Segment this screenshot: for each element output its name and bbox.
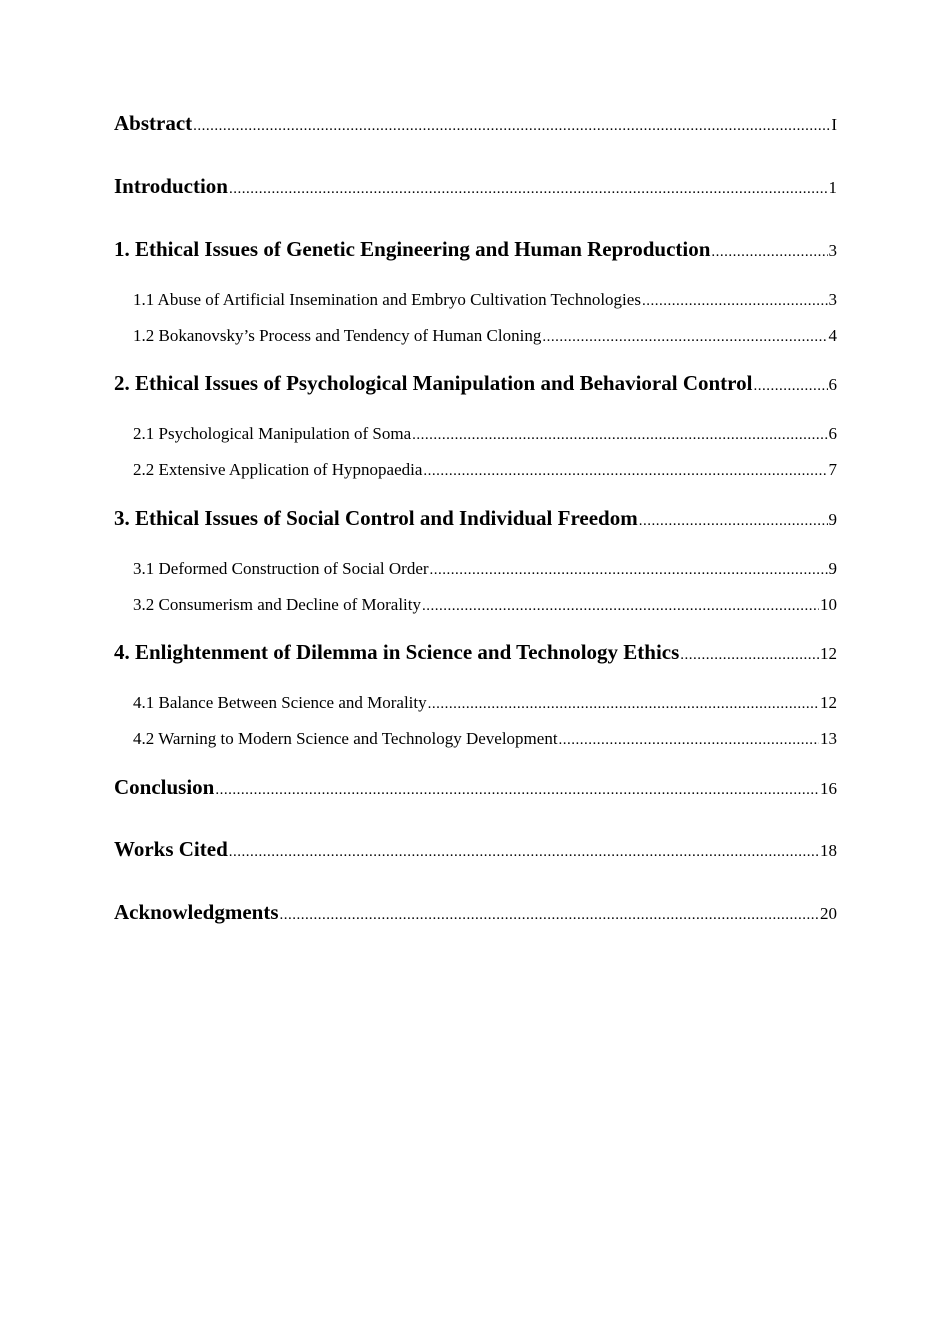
toc-entry-title: Abstract (114, 111, 193, 135)
toc-entry-section-4-2[interactable] (133, 729, 837, 749)
toc-page-number: 10 (820, 595, 837, 614)
toc-entry-title: Works Cited (114, 837, 228, 861)
toc-entry-works-cited[interactable] (114, 837, 837, 862)
toc-entry-abstract[interactable] (114, 111, 837, 136)
toc-page-number: 20 (820, 904, 837, 923)
toc-entry-section-2-2[interactable] (133, 460, 837, 480)
toc-entry-title: 3.2 Consumerism and Decline of Morality (133, 595, 422, 614)
toc-page-number: 4 (828, 326, 837, 345)
toc-entry-chapter-1[interactable] (114, 237, 837, 262)
toc-page-number: 6 (828, 424, 837, 443)
toc-entry-section-4-1[interactable] (133, 693, 837, 713)
toc-dot-leader (642, 294, 828, 309)
toc-entry-title: 4. Enlightenment of Dilemma in Science and Technology Ethics (114, 640, 680, 664)
toc-dot-leader (680, 648, 819, 663)
toc-entry-introduction[interactable] (114, 174, 837, 199)
toc-entry-title: 2. Ethical Issues of Psychological Manipulation and Behavioral Control (114, 371, 753, 395)
toc-page-number: 9 (828, 510, 837, 529)
toc-entry-section-1-1[interactable] (133, 290, 837, 310)
toc-entry-title: 1. Ethical Issues of Genetic Engineering and Human Reproduction (114, 237, 711, 261)
toc-dot-leader (423, 464, 827, 479)
toc-page-number: 16 (820, 779, 837, 798)
toc-dot-leader (542, 330, 827, 345)
toc-page-number: 3 (828, 241, 837, 260)
toc-entry-title: 2.1 Psychological Manipulation of Soma (133, 424, 412, 443)
toc-page-number: 12 (820, 644, 837, 663)
toc-page-number: 13 (820, 729, 837, 748)
toc-dot-leader (639, 514, 828, 529)
toc-dot-leader (229, 845, 819, 860)
toc-dot-leader (229, 182, 828, 197)
toc-entry-title: 3.1 Deformed Construction of Social Order (133, 559, 429, 578)
toc-dot-leader (412, 428, 827, 443)
toc-entry-conclusion[interactable] (114, 775, 837, 800)
toc-entry-section-3-1[interactable] (133, 559, 837, 579)
toc-entry-section-2-1[interactable] (133, 424, 837, 444)
toc-entry-title: 4.2 Warning to Modern Science and Technology Development (133, 729, 558, 748)
toc-page-number: 18 (820, 841, 837, 860)
toc-page-number: 12 (820, 693, 837, 712)
toc-page-number: 6 (828, 375, 837, 394)
toc-entry-section-1-2[interactable] (133, 326, 837, 346)
toc-dot-leader (711, 245, 827, 260)
toc-page-number: 3 (828, 290, 837, 309)
toc-dot-leader (753, 379, 827, 394)
toc-entry-acknowledgments[interactable] (114, 900, 837, 925)
toc-entry-title: 3. Ethical Issues of Social Control and Individual Freedom (114, 506, 638, 530)
toc-entry-title: Introduction (114, 174, 228, 198)
toc-entry-title: 4.1 Balance Between Science and Morality (133, 693, 427, 712)
toc-dot-leader (559, 733, 819, 748)
toc-dot-leader (430, 563, 828, 578)
toc-entry-title: Acknowledgments (114, 900, 279, 924)
toc-page-number: 9 (828, 559, 837, 578)
toc-dot-leader (215, 783, 819, 798)
toc-page-number: 1 (828, 178, 837, 197)
toc-dot-leader (428, 697, 819, 712)
toc-dot-leader (422, 599, 819, 614)
toc-page-number: 7 (828, 460, 837, 479)
toc-dot-leader (280, 908, 819, 923)
toc-entry-title: 1.2 Bokanovsky’s Process and Tendency of Human Cloning (133, 326, 542, 345)
toc-entry-chapter-3[interactable] (114, 506, 837, 531)
toc-entry-title: 1.1 Abuse of Artificial Insemination and Embryo Cultivation Technologies (133, 290, 641, 309)
toc-entry-title: Conclusion (114, 775, 215, 799)
toc-entry-chapter-2[interactable] (114, 371, 837, 396)
toc-entry-chapter-4[interactable] (114, 640, 837, 665)
toc-entry-title: 2.2 Extensive Application of Hypnopaedia (133, 460, 423, 479)
toc-dot-leader (193, 119, 830, 134)
toc-entry-section-3-2[interactable] (133, 595, 837, 615)
toc-page-number: I (831, 115, 837, 134)
